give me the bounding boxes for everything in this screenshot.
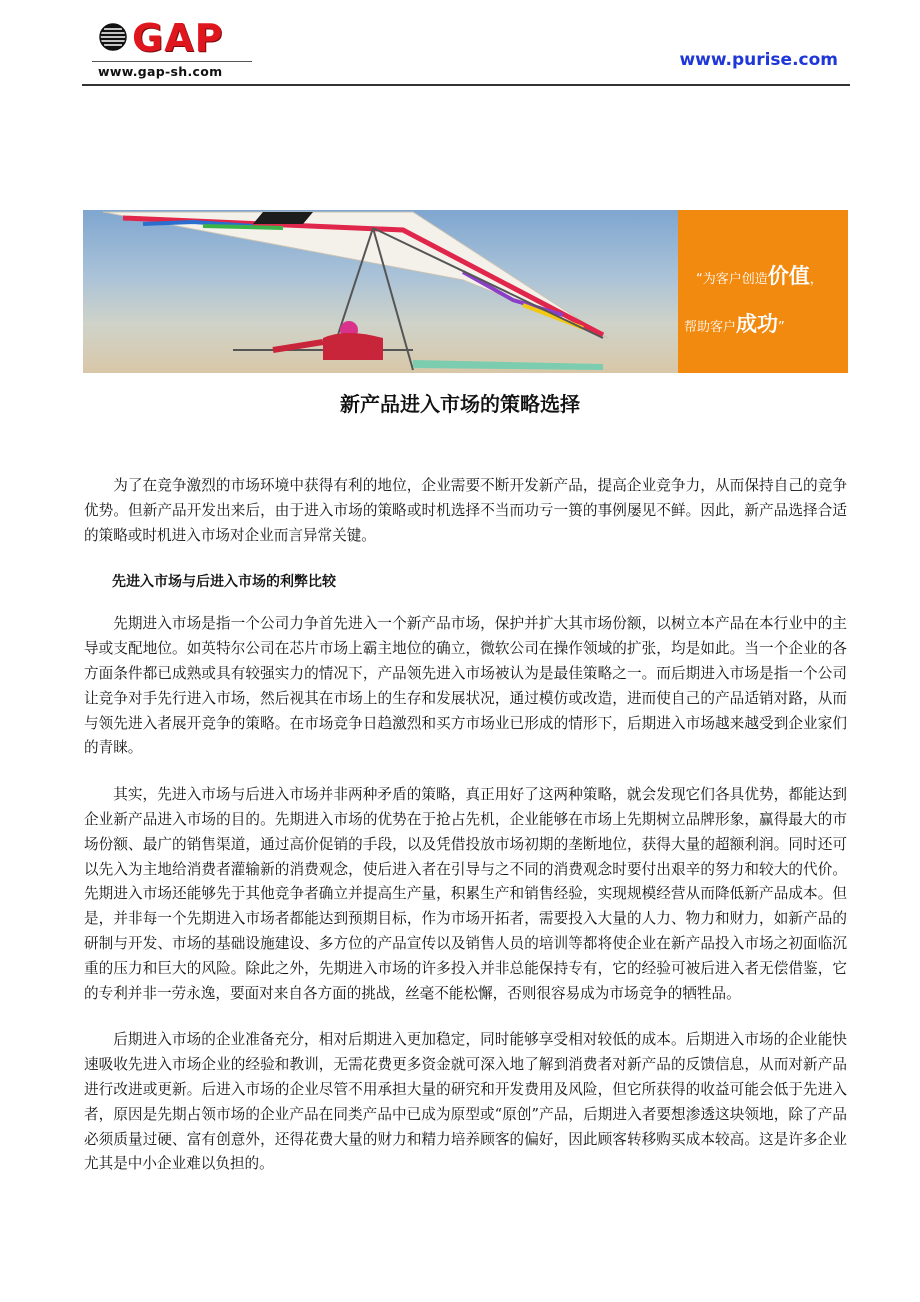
header-divider [82, 84, 850, 86]
section-heading: 先进入市场与后进入市场的利弊比较 [112, 574, 336, 591]
site-url-link[interactable]: www.purise.com [679, 50, 838, 70]
document-body [84, 474, 847, 1177]
hang-glider-photo [83, 210, 678, 373]
paragraph: 其实，先进入市场与后进入市场并非两种矛盾的策略，真正用好了这两种策略，就会发现它们各具优势，都能达到企业新产品进入市场的目的。先期进入市场的优势在于抢占先机，企业能够在市场上先期树立品牌形象，赢得最大的市场份额、最广的销售渠道，通过高价促销的手段，以及凭借投放市场初期的垄断地位，获得大量的超额利润。同时还可以先入为主地给消费者灌输新的消费观念，使后进入者在引导与之不同的消费观念时要付出艰辛的努力和较大的代价。先期进入市场还能够先于其他竞争者确立并提高生产量，积累生产和销售经验，实现规模经营从而降低新产品成本。但是，并非每一个先期进入市场者都能达到预期目标，作为市场开拓者，需要投入大量的人力、物力和财力，如新产品的研制与开发、市场的基础设施建设、多方位的产品宣传以及销售人员的培训等都将使企业在新产品投入市场之初面临沉重的压力和巨大的风险。除此之外，先期进入市场的许多投入并非总能保持专有，它的经验可被后进入者无偿借鉴，它的专利并非一劳永逸，要面对来自各方面的挑战，丝毫不能松懈，否则很容易成为市场竞争的牺牲品。 [84, 786, 847, 1002]
slogan-panel [678, 210, 848, 373]
logo-divider [92, 61, 252, 62]
logo-wordmark: GAP [132, 16, 224, 60]
slogan-line-2: 帮助客户成功” [684, 312, 785, 336]
gap-logo [92, 14, 252, 80]
logo-url: www.gap-sh.com [98, 64, 223, 79]
page-header [82, 10, 850, 86]
document-title: 新产品进入市场的策略选择 [340, 392, 580, 416]
globe-icon [98, 22, 128, 52]
hero-banner [83, 210, 848, 373]
slogan-line-1: “为客户创造价值， [696, 264, 823, 288]
paragraph: 为了在竞争激烈的市场环境中获得有利的地位，企业需要不断开发新产品，提高企业竞争力，从而保持自己的竞争优势。但新产品开发出来后，由于进入市场的策略或时机选择不当而功亏一篑的事例屡见不鲜。因此，新产品选择合适的策略或时机进入市场对企业而言异常关键。 [84, 477, 847, 544]
paragraph: 先期进入市场是指一个公司力争首先进入一个新产品市场，保护并扩大其市场份额，以树立本产品在本行业中的主导或支配地位。如英特尔公司在芯片市场上霸主地位的确立，微软公司在操作领域的扩张，均是如此。当一个企业的各方面条件都已成熟或具有较强实力的情况下，产品领先进入市场被认为是最佳策略之一。而后期进入市场是指一个公司让竞争对手先行进入市场，然后视其在市场上的生存和发展状况，通过模仿或改造，进而使自己的产品适销对路，从而与领先进入者展开竞争的策略。在市场竞争日趋激烈和买方市场业已形成的情形下，后期进入市场越来越受到企业家们的青睐。 [84, 615, 847, 757]
paragraph: 后期进入市场的企业准备充分，相对后期进入更加稳定，同时能够享受相对较低的成本。后期进入市场的企业能快速吸收先进入市场企业的经验和教训，无需花费更多资金就可深入地了解到消费者对新产品的反馈信息，从而对新产品进行改进或更新。后进入市场的企业尽管不用承担大量的研究和开发费用及风险，但它所获得的收益可能会低于先进入者，原因是先期占领市场的企业产品在同类产品中已成为原型或“原创”产品，后期进入者要想渗透这块领地，除了产品必须质量过硬、富有创意外，还得花费大量的财力和精力培养顾客的偏好，因此顾客转移购买成本较高。这是许多企业尤其是中小企业难以负担的。 [84, 1031, 847, 1173]
